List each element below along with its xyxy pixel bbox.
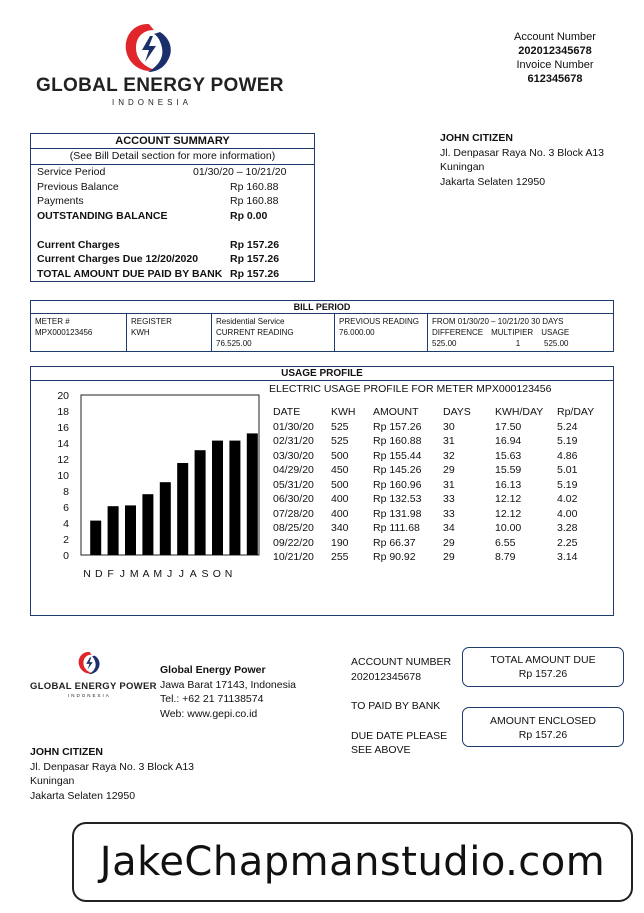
summary-row-value: Rp 157.26 [230,253,280,265]
usage-table-cell: 500 [331,449,349,462]
usage-label: USAGE [541,328,570,337]
remit-company-name: Global Energy Power [160,664,266,676]
summary-row-label: OUTSTANDING BALANCE [37,209,168,222]
usage-table-cell: 01/30/20 [273,420,314,433]
usage-table-cell: 05/31/20 [273,478,314,491]
usage-table-cell: 07/28/20 [273,507,314,520]
account-info-top [500,30,610,86]
difference-label: DIFFERENCE [432,328,484,337]
usage-table-cell: 29 [443,536,455,549]
multiplier-value: 1 [515,339,521,348]
x-tick-label: M [153,568,163,580]
summary-row-value: Rp 160.88 [230,195,279,207]
summary-row [31,267,314,282]
summary-row-value: Rp 157.26 [230,238,280,251]
summary-row [31,238,314,253]
summary-row-value: Rp 157.26 [230,267,280,280]
service-cell [212,314,335,351]
usage-bar [108,506,119,555]
usage-table-cell: 4.86 [557,449,578,462]
usage-profile-box [30,366,614,616]
remit-customer-address [30,745,250,803]
summary-row [31,209,314,224]
usage-table-cell: 16.94 [495,435,522,447]
total-amount-due-value: Rp 157.26 [518,668,568,680]
current-reading-label: CURRENT READING [216,328,294,337]
x-tick-label: M [129,568,139,580]
usage-table-cell: 8.79 [495,551,516,563]
y-tick-label: 20 [57,390,69,402]
customer-address-line1: Jl. Denpasar Raya No. 3 Block A13 [440,146,605,159]
y-tick-label: 12 [57,454,69,466]
usage-table-cell: 09/22/20 [273,536,314,549]
usage-bar [125,505,136,555]
y-tick-label: 10 [57,470,69,482]
usage-table-cell: 10/21/20 [273,551,314,563]
account-number-value: 202012345678 [518,45,592,57]
y-tick-label: 2 [63,534,69,546]
summary-row-label: Current Charges Due 12/20/2020 [37,253,199,265]
y-tick-label: 8 [63,486,69,498]
usage-bar [90,521,101,555]
period-range-label: FROM 01/30/20 – 10/21/20 30 DAYS [432,317,564,326]
x-tick-label: J [119,568,126,580]
x-tick-label: A [142,568,150,580]
usage-table-cell: 4.00 [557,507,578,520]
remit-due-date-line1: DUE DATE PLEASE [351,729,448,742]
usage-table-cell: 33 [443,507,455,520]
customer-address [440,131,640,189]
account-summary-title: ACCOUNT SUMMARY [31,134,314,149]
account-number-label: Account Number [514,31,596,43]
usage-table-cell: 06/30/20 [273,493,314,505]
usage-table-row [273,478,597,493]
usage-table-cell: 500 [331,478,349,491]
company-name: GLOBAL ENERGY POWER [36,75,284,96]
usage-table-cell: Rp 132.53 [373,493,422,505]
amount-enclosed-value: Rp 157.26 [518,729,568,741]
usage-table-cell: 08/25/20 [273,522,314,534]
amount-enclosed-label: AMOUNT ENCLOSED [490,715,596,727]
summary-row-value [230,223,308,238]
x-tick-label: J [166,568,173,580]
register-cell [127,314,212,351]
meter-label: METER # [35,317,70,326]
customer-name: JOHN CITIZEN [440,132,513,144]
current-reading-value: 76.525.00 [216,339,252,348]
usage-profile-title: USAGE PROFILE [31,367,613,381]
y-tick-label: 18 [57,406,69,418]
usage-table-row [273,536,597,551]
usage-table-row [273,434,597,449]
lightning-flame-logo-icon [76,650,102,676]
usage-table-cell: 190 [331,536,349,549]
usage-table [273,405,597,565]
usage-table-cell: 2.25 [557,536,578,549]
summary-row-label: Previous Balance [37,180,119,193]
usage-table-cell: 33 [443,493,455,505]
usage-table-cell: 02/31/20 [273,435,314,447]
previous-reading-value: 76.000.00 [339,328,375,337]
register-value: KWH [131,328,150,337]
usage-column-header: KWH/DAY [495,406,544,418]
invoice-number-value: 612345678 [527,73,583,85]
summary-row-value: Rp 160.88 [230,180,279,193]
customer-address-line3: Jakarta Selaten 12950 [440,175,546,188]
multiplier-label: MULTIPIER [491,328,534,337]
usage-table-cell: 03/30/20 [273,449,314,462]
bill-period-box [30,300,614,352]
usage-table-cell: 31 [443,435,455,447]
y-tick-label: 6 [63,502,69,514]
lightning-flame-logo-icon [120,20,176,76]
usage-table-cell: 255 [331,551,349,563]
summary-row [31,252,314,267]
usage-table-cell: 04/29/20 [273,464,314,476]
invoice-number-label: Invoice Number [516,59,594,71]
usage-bar [229,441,240,555]
usage-table-row [273,521,597,536]
x-tick-label: D [95,568,103,580]
usage-table-cell: 12.12 [495,507,522,520]
usage-column-header: DATE [273,406,301,418]
remit-company-tel: Tel.: +62 21 71138574 [160,693,264,705]
watermark-banner: JakeChapmanstudio.com [72,822,633,902]
amount-enclosed-box [462,707,624,747]
usage-table-cell: 32 [443,449,455,462]
summary-row [31,194,314,209]
usage-bar [195,450,206,555]
account-summary-box [30,133,315,282]
usage-table-cell: 17.50 [495,420,522,433]
usage-table-cell: Rp 157.26 [373,420,422,433]
usage-table-cell: 29 [443,551,455,563]
x-tick-label: A [189,568,197,580]
x-tick-label: S [201,568,209,580]
usage-table-cell: 3.28 [557,522,578,534]
usage-table-cell: 400 [331,493,349,505]
x-tick-label: F [107,568,114,580]
usage-table-row [273,463,597,478]
account-summary-note: (See Bill Detail section for more information) [31,149,314,165]
usage-column-header: AMOUNT [373,406,419,418]
usage-table-cell: 340 [331,522,349,534]
previous-reading-label: PREVIOUS READING [339,317,420,326]
previous-reading-cell [335,314,428,351]
summary-row [31,223,314,238]
usage-table-cell: 5.19 [557,478,578,491]
usage-table-row [273,550,597,565]
usage-table-cell: 5.24 [557,420,578,433]
usage-bar [247,433,258,555]
x-tick-label: O [212,568,221,580]
usage-table-row [273,507,597,522]
remit-company-address: Jawa Barat 17143, Indonesia [160,678,297,691]
summary-row-value: Rp 0.00 [230,209,268,222]
usage-table-row [273,420,597,435]
usage-table-cell: Rp 155.44 [373,449,422,462]
period-cell [428,314,613,351]
x-tick-label: N [83,568,91,580]
usage-table-cell: 5.01 [557,464,578,476]
usage-table-cell: 525 [331,435,349,447]
remit-account-info [351,655,461,758]
company-logo [30,20,284,110]
summary-row-label: Current Charges [37,238,120,251]
company-subtitle: INDONESIA [112,98,193,107]
remit-account-number: 202012345678 [351,670,422,683]
bill-period-grid [31,314,613,351]
y-tick-label: 14 [57,438,69,450]
y-tick-label: 4 [63,518,69,530]
usage-table-cell: 4.02 [557,493,578,505]
usage-table-cell: Rp 160.96 [373,478,422,491]
x-tick-label: J [178,568,185,580]
remit-account-number-label: ACCOUNT NUMBER [351,656,452,668]
usage-table-cell: Rp 145.26 [373,464,422,476]
usage-bar [177,463,188,555]
remit-logo [28,650,157,700]
usage-table-cell: Rp 111.68 [373,522,420,534]
x-tick-label: N [224,568,233,580]
usage-column-header: DAYS [443,406,471,418]
usage-table-row [273,449,597,464]
remit-company-web: Web: www.gepi.co.id [160,707,258,720]
total-amount-due-label: TOTAL AMOUNT DUE [490,654,596,666]
usage-table-cell: 6.55 [495,536,516,549]
remit-customer-line2: Kuningan [30,775,75,787]
remit-customer-line3: Jakarta Selaten 12950 [30,789,136,802]
summary-row-label: TOTAL AMOUNT DUE PAID BY BANK [37,267,223,280]
usage-table-cell: Rp 160.88 [373,435,422,447]
service-label: Residential Service [216,317,285,326]
usage-table-cell: 400 [331,507,349,520]
usage-table-cell: 30 [443,420,455,433]
summary-row-value: 01/30/20 – 10/21/20 [193,166,287,178]
usage-bar [160,482,171,555]
remit-company-info [160,663,340,721]
usage-bar-chart [39,387,271,587]
remit-customer-line1: Jl. Denpasar Raya No. 3 Block A13 [30,760,195,773]
usage-table-cell: 525 [331,420,349,433]
y-tick-label: 0 [63,550,69,562]
register-label: REGISTER [131,317,172,326]
usage-table-cell: 3.14 [557,551,578,563]
summary-row [31,165,314,180]
usage-table-cell: 15.63 [495,449,522,462]
summary-row-label: Payments [37,195,84,207]
remit-company-subtitle-logo: INDONESIA [68,693,111,698]
usage-table-cell: Rp 90.92 [373,551,416,563]
meter-cell [31,314,127,351]
difference-value: 525.00 [432,339,457,348]
usage-table-cell: 5.19 [557,435,578,447]
usage-column-header: KWH [331,406,356,418]
usage-table-cell: 29 [443,464,455,476]
usage-table-row [273,492,597,507]
usage-table-header [273,405,597,420]
usage-column-header: Rp/DAY [557,406,595,418]
remit-customer-name: JOHN CITIZEN [30,746,103,758]
usage-table-cell: 16.13 [495,478,522,491]
summary-row-label: Service Period [37,166,106,178]
account-summary-rows [31,165,314,281]
remit-paid-by-bank: TO PAID BY BANK [351,700,441,712]
usage-table-cell: 15.59 [495,464,522,476]
usage-table-cell: 31 [443,478,455,491]
meter-value: MPX000123456 [35,328,93,337]
usage-profile-subtitle: ELECTRIC USAGE PROFILE FOR METER MPX000123456 [269,383,552,395]
customer-address-line2: Kuningan [440,161,485,173]
total-amount-due-box [462,647,624,687]
usage-bar [212,441,223,555]
usage-table-cell: 10.00 [495,522,522,534]
usage-table-cell: 450 [331,464,349,476]
bill-period-title: BILL PERIOD [31,301,613,314]
usage-table-cell: Rp 131.98 [373,507,422,520]
y-tick-label: 16 [57,422,69,434]
usage-table-cell: 34 [443,522,455,534]
summary-row [31,180,314,195]
remit-due-date-line2: SEE ABOVE [351,744,411,756]
usage-table-cell: Rp 66.37 [373,536,416,549]
usage-value: 525.00 [544,339,569,348]
summary-row-label [37,223,40,238]
remit-company-name-logo: GLOBAL ENERGY POWER [30,681,157,692]
usage-bar [142,494,153,555]
usage-table-cell: 12.12 [495,493,522,505]
